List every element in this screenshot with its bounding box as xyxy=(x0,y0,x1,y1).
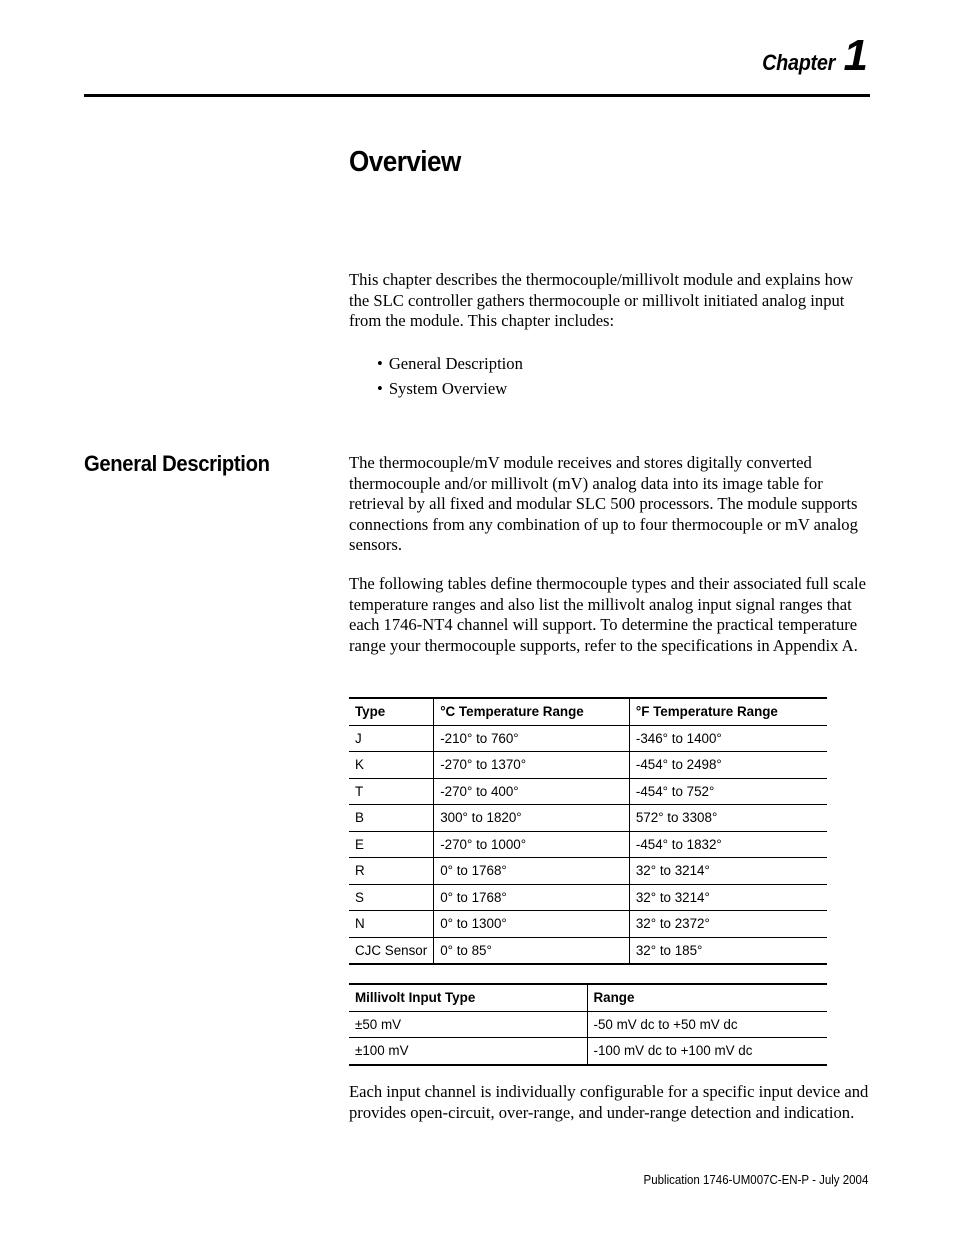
column-header-type: Type xyxy=(349,698,434,725)
millivolt-range-table xyxy=(349,983,827,1066)
chapter-number: 1 xyxy=(843,31,868,80)
table-header-row xyxy=(349,698,827,725)
table-row xyxy=(349,805,827,832)
bullet-item-system-overview: • System Overview xyxy=(377,376,523,401)
table-cell-type: T xyxy=(349,778,434,805)
table-cell-type: R xyxy=(349,858,434,885)
page-title: Overview xyxy=(349,146,461,178)
table-cell-range: -100 mV dc to +100 mV dc xyxy=(587,1038,827,1065)
table-row xyxy=(349,937,827,964)
table-cell-fahrenheit: -346° to 1400° xyxy=(629,725,827,752)
table-cell-celsius: 300° to 1820° xyxy=(434,805,630,832)
intro-bullet-list xyxy=(377,351,523,401)
column-header-fahrenheit-range: °F Temperature Range xyxy=(629,698,827,725)
table-row xyxy=(349,884,827,911)
table-cell-celsius: -270° to 1370° xyxy=(434,752,630,779)
table-cell-fahrenheit: 32° to 3214° xyxy=(629,858,827,885)
table-cell-type: S xyxy=(349,884,434,911)
table-cell-fahrenheit: 32° to 3214° xyxy=(629,884,827,911)
table-cell-fahrenheit: 572° to 3308° xyxy=(629,805,827,832)
table-row xyxy=(349,725,827,752)
table-cell-type: E xyxy=(349,831,434,858)
table-cell-celsius: 0° to 1768° xyxy=(434,884,630,911)
table-row xyxy=(349,1011,827,1038)
column-header-celsius-range: °C Temperature Range xyxy=(434,698,630,725)
table-cell-type: B xyxy=(349,805,434,832)
bullet-item-general-description: • General Description xyxy=(377,351,523,376)
table-row xyxy=(349,752,827,779)
chapter-label: Chapter xyxy=(762,50,836,75)
table-row xyxy=(349,1038,827,1065)
table-cell-input-type: ±100 mV xyxy=(349,1038,587,1065)
table-cell-celsius: 0° to 1300° xyxy=(434,911,630,938)
table-cell-celsius: -270° to 1000° xyxy=(434,831,630,858)
column-header-millivolt-input-type: Millivolt Input Type xyxy=(349,984,587,1011)
table-cell-range: -50 mV dc to +50 mV dc xyxy=(587,1011,827,1038)
description-paragraph-3: Each input channel is individually configurable for a specific input device and provides open-circuit, over-range, and under-range detection and indication. xyxy=(349,1082,869,1122)
table-cell-fahrenheit: -454° to 1832° xyxy=(629,831,827,858)
table-cell-fahrenheit: 32° to 185° xyxy=(629,937,827,964)
table-row xyxy=(349,858,827,885)
table-header-row xyxy=(349,984,827,1011)
chapter-rule xyxy=(84,94,870,97)
description-paragraph-2: The following tables define thermocouple types and their associated full scale temperature ranges and also list the millivolt analog input signal ranges that each 1746-NT4 channel will support. To determine the practical temperature range your thermocouple supports, refer to the specifications in Appendix A. xyxy=(349,574,866,655)
column-header-range: Range xyxy=(587,984,827,1011)
intro-paragraph: This chapter describes the thermocouple/millivolt module and explains how the SLC controller gathers thermocouple or millivolt initiated analog input from the module. This chapter includes: xyxy=(349,270,854,330)
table-cell-celsius: 0° to 1768° xyxy=(434,858,630,885)
table-row xyxy=(349,831,827,858)
table-cell-type: K xyxy=(349,752,434,779)
description-paragraph-1: The thermocouple/mV module receives and stores digitally converted thermocouple and/or millivolt (mV) analog data into its image table for retrieval by all fixed and modular SLC 500 processors. The module supports connections from any combination of up to four thermocouple or mV analog sensors. xyxy=(349,453,858,554)
table-cell-fahrenheit: 32° to 2372° xyxy=(629,911,827,938)
table-row xyxy=(349,778,827,805)
chapter-heading xyxy=(754,31,868,80)
table-cell-fahrenheit: -454° to 752° xyxy=(629,778,827,805)
section-heading-general-description: General Description xyxy=(84,451,270,476)
table-cell-input-type: ±50 mV xyxy=(349,1011,587,1038)
table-cell-celsius: -210° to 760° xyxy=(434,725,630,752)
table-cell-type: J xyxy=(349,725,434,752)
table-row xyxy=(349,911,827,938)
publication-footer: Publication 1746-UM007C-EN-P - July 2004 xyxy=(643,1173,868,1187)
thermocouple-range-table xyxy=(349,697,827,965)
table-cell-type: N xyxy=(349,911,434,938)
table-cell-fahrenheit: -454° to 2498° xyxy=(629,752,827,779)
table-cell-type: CJC Sensor xyxy=(349,937,434,964)
table-cell-celsius: -270° to 400° xyxy=(434,778,630,805)
table-cell-celsius: 0° to 85° xyxy=(434,937,630,964)
